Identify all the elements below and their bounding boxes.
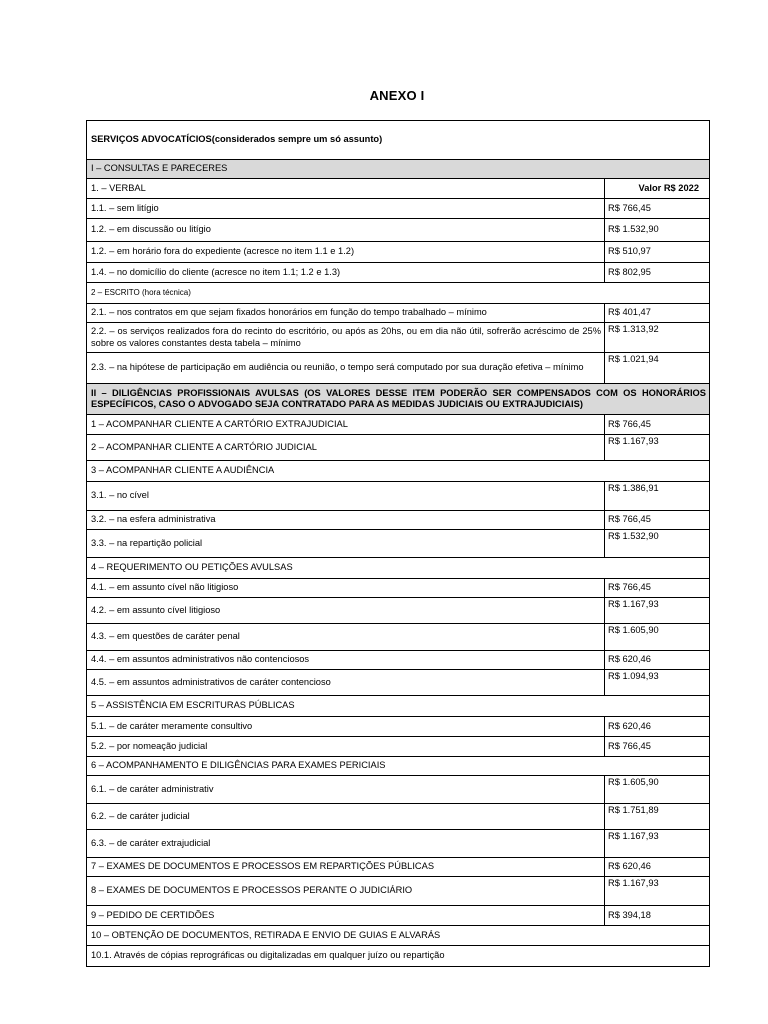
subsection-heading: 2 – ESCRITO (hora técnica): [87, 283, 709, 304]
subsection-heading: 10 – OBTENÇÃO DE DOCUMENTOS, RETIRADA E ENVIO DE GUIAS E ALVARÁS: [87, 926, 709, 946]
table-row: 1.1. – sem litígio R$ 766,45: [87, 199, 709, 219]
subsection-heading: 4 – REQUERIMENTO OU PETIÇÕES AVULSAS: [87, 558, 709, 579]
table-row: 3.3. – na repartição policial R$ 1.532,90: [87, 530, 709, 558]
table-row: 4.4. – em assuntos administrativos não contenciosos R$ 620,46: [87, 651, 709, 670]
value-column-header: Valor R$ 2022: [604, 179, 709, 198]
table-header-note: (considerados sempre um só assunto): [211, 134, 383, 145]
subsection-heading: 5 – ASSISTÊNCIA EM ESCRITURAS PÚBLICAS: [87, 696, 709, 717]
table-row: 1.4. – no domicílio do cliente (acresce no item 1.1; 1.2 e 1.3) R$ 802,95: [87, 263, 709, 283]
table-row: 3.1. – no cível R$ 1.386,91: [87, 482, 709, 511]
subsection-heading: 6 – ACOMPANHAMENTO E DILIGÊNCIAS PARA EXAMES PERICIAIS: [87, 757, 709, 776]
section-heading: I – CONSULTAS E PARECERES: [87, 160, 709, 179]
table-header-row: [87, 121, 709, 160]
table-row: 1 – ACOMPANHAR CLIENTE A CARTÓRIO EXTRAJUDICIAL R$ 766,45: [87, 415, 709, 435]
subsection-heading: 3 – ACOMPANHAR CLIENTE A AUDIÊNCIA: [87, 461, 709, 482]
table-row: 8 – EXAMES DE DOCUMENTOS E PROCESSOS PERANTE O JUDICIÁRIO R$ 1.167,93: [87, 877, 709, 906]
table-row: 9 – PEDIDO DE CERTIDÕES R$ 394,18: [87, 906, 709, 926]
table-row: 4.1. – em assunto cível não litigioso R$ 766,45: [87, 579, 709, 598]
table-row: 10.1. Através de cópias reprográficas ou digitalizadas em qualquer juízo ou repartição: [91, 950, 445, 961]
table-row: 6.1. – de caráter administrativ R$ 1.605,90: [87, 776, 709, 804]
section-heading: II – DILIGÊNCIAS PROFISSIONAIS AVULSAS (OS VALORES DESSE ITEM PODERÃO SER COMPENSADOS COM OS HONORÁRIOS ESPECÍFICOS, CASO O ADVOGADO SEJA CONTRATADO PARA AS MEDIDAS JUDICIAIS OU EXTRAJUDICIAIS): [87, 384, 709, 415]
table-row: 5.1. – de caráter meramente consultivo R$ 620,46: [87, 717, 709, 737]
table-row: 1. – VERBAL Valor R$ 2022: [87, 179, 709, 199]
page-title: ANEXO I: [369, 88, 425, 103]
table-row: 4.3. – em questões de caráter penal R$ 1.605,90: [87, 624, 709, 651]
table-row: 3.2. – na esfera administrativa R$ 766,45: [87, 511, 709, 530]
table-row: 4.2. – em assunto cível litigioso R$ 1.167,93: [87, 598, 709, 624]
table-row: 2 – ACOMPANHAR CLIENTE A CARTÓRIO JUDICIAL R$ 1.167,93: [87, 435, 709, 461]
fee-table: [86, 120, 710, 967]
table-row: 5.2. – por nomeação judicial R$ 766,45: [87, 737, 709, 757]
table-row: 2.1. – nos contratos em que sejam fixados honorários em função do tempo trabalhado – mínimo R$ 401,47: [87, 304, 709, 323]
table-row: 6.2. – de caráter judicial R$ 1.751,89: [87, 804, 709, 830]
table-row: 6.3. – de caráter extrajudicial R$ 1.167,93: [87, 830, 709, 858]
table-row: 1.2. – em horário fora do expediente (acresce no item 1.1 e 1.2) R$ 510,97: [87, 242, 709, 263]
table-header-label: SERVIÇOS ADVOCATÍCIOS: [91, 134, 212, 145]
table-row: 1.2. – em discussão ou litígio R$ 1.532,90: [87, 219, 709, 242]
table-row: 2.3. – na hipótese de participação em audiência ou reunião, o tempo será computado por sua duração efetiva – mínimo R$ 1.021,94: [87, 353, 709, 384]
table-row: 7 – EXAMES DE DOCUMENTOS E PROCESSOS EM REPARTIÇÕES PÚBLICAS R$ 620,46: [87, 858, 709, 877]
table-row: 2.2. – os serviços realizados fora do recinto do escritório, ou após as 20hs, ou em dia não útil, sofrerão acréscimo de 25% sobre os valores constantes desta tabela – mínimo R$ 1.313,92: [87, 323, 709, 353]
table-row: 4.5. – em assuntos administrativos de caráter contencioso R$ 1.094,93: [87, 670, 709, 696]
